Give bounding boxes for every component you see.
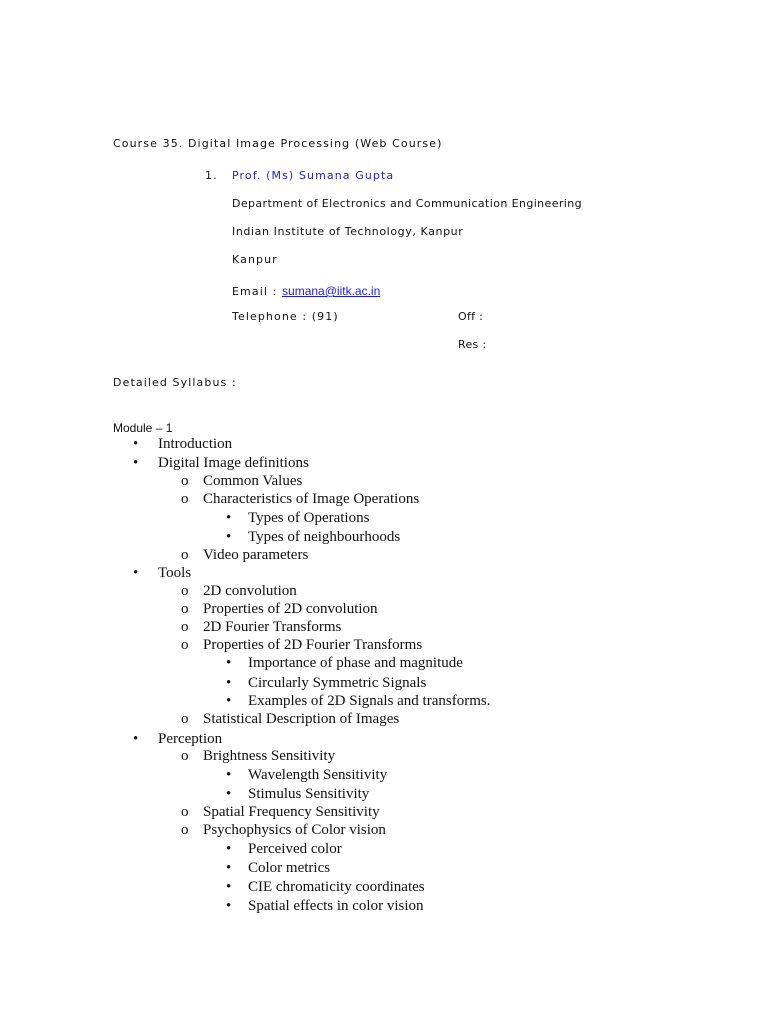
syllabus-item-level-1: Tools (158, 565, 192, 581)
syllabus-item-level-2: Brightness Sensitivity (203, 748, 336, 764)
syllabus-item-level-3: Spatial effects in color vision (248, 898, 424, 914)
bullet-icon: • (226, 841, 232, 857)
syllabus-item-level-2: 2D convolution (203, 583, 297, 599)
city: Kanpur (232, 253, 278, 266)
bullet-icon: • (226, 786, 232, 802)
bullet-icon: • (226, 655, 232, 671)
residence-label: Res : (458, 338, 487, 351)
bullet-icon: • (133, 436, 139, 452)
circle-bullet-icon: o (181, 637, 189, 653)
circle-bullet-icon: o (181, 619, 189, 635)
syllabus-item-level-1: Digital Image definitions (158, 455, 309, 471)
circle-bullet-icon: o (181, 583, 189, 599)
bullet-icon: • (133, 565, 139, 581)
syllabus-item-level-3: Examples of 2D Signals and transforms. (248, 693, 491, 709)
syllabus-item-level-1: Introduction (158, 436, 233, 452)
syllabus-item-level-3: Types of neighbourhoods (248, 529, 401, 545)
bullet-icon: • (226, 693, 232, 709)
syllabus-item-level-2: Characteristics of Image Operations (203, 491, 420, 507)
course-title: Course 35. Digital Image Processing (Web Course) (113, 137, 443, 150)
bullet-icon: • (226, 529, 232, 545)
syllabus-item-level-2: Common Values (203, 473, 303, 489)
syllabus-item-level-3: Perceived color (248, 841, 342, 857)
syllabus-item-level-3: Stimulus Sensitivity (248, 786, 370, 802)
bullet-icon: • (226, 879, 232, 895)
circle-bullet-icon: o (181, 547, 189, 563)
bullet-icon: • (226, 767, 232, 783)
syllabus-item-level-2: Properties of 2D Fourier Transforms (203, 637, 423, 653)
bullet-icon: • (226, 510, 232, 526)
syllabus-item-level-3: Circularly Symmetric Signals (248, 675, 427, 691)
email-link[interactable]: sumana@iitk.ac.in (282, 284, 381, 298)
institute: Indian Institute of Technology, Kanpur (232, 225, 464, 238)
circle-bullet-icon: o (181, 748, 189, 764)
syllabus-heading: Detailed Syllabus : (113, 376, 237, 389)
email-row (232, 284, 380, 298)
office-label: Off : (458, 310, 484, 323)
syllabus-item-level-3: Color metrics (248, 860, 331, 876)
syllabus-item-level-3: Types of Operations (248, 510, 370, 526)
syllabus-item-level-2: Video parameters (203, 547, 309, 563)
circle-bullet-icon: o (181, 822, 189, 838)
circle-bullet-icon: o (181, 473, 189, 489)
syllabus-item-level-2: Statistical Description of Images (203, 711, 400, 727)
syllabus-item-level-2: 2D Fourier Transforms (203, 619, 342, 635)
circle-bullet-icon: o (181, 601, 189, 617)
syllabus-item-level-3: Importance of phase and magnitude (248, 655, 463, 671)
syllabus-item-level-3: CIE chromaticity coordinates (248, 879, 425, 895)
bullet-icon: • (226, 898, 232, 914)
bullet-icon: • (226, 860, 232, 876)
department: Department of Electronics and Communication Engineering (232, 197, 582, 210)
circle-bullet-icon: o (181, 711, 189, 727)
instructor-name: Prof. (Ms) Sumana Gupta (232, 169, 395, 182)
syllabus-item-level-2: Spatial Frequency Sensitivity (203, 804, 380, 820)
bullet-icon: • (133, 455, 139, 471)
syllabus-item-level-2: Properties of 2D convolution (203, 601, 378, 617)
email-label: Email : (232, 285, 283, 298)
syllabus-item-level-2: Psychophysics of Color vision (203, 822, 386, 838)
syllabus-item-level-3: Wavelength Sensitivity (248, 767, 388, 783)
telephone-label: Telephone : (91) (232, 310, 339, 323)
circle-bullet-icon: o (181, 491, 189, 507)
module-label: Module – 1 (113, 421, 173, 435)
circle-bullet-icon: o (181, 804, 189, 820)
bullet-icon: • (133, 731, 139, 747)
bullet-icon: • (226, 675, 232, 691)
syllabus-item-level-1: Perception (158, 731, 223, 747)
instructor-number: 1. (205, 169, 218, 182)
